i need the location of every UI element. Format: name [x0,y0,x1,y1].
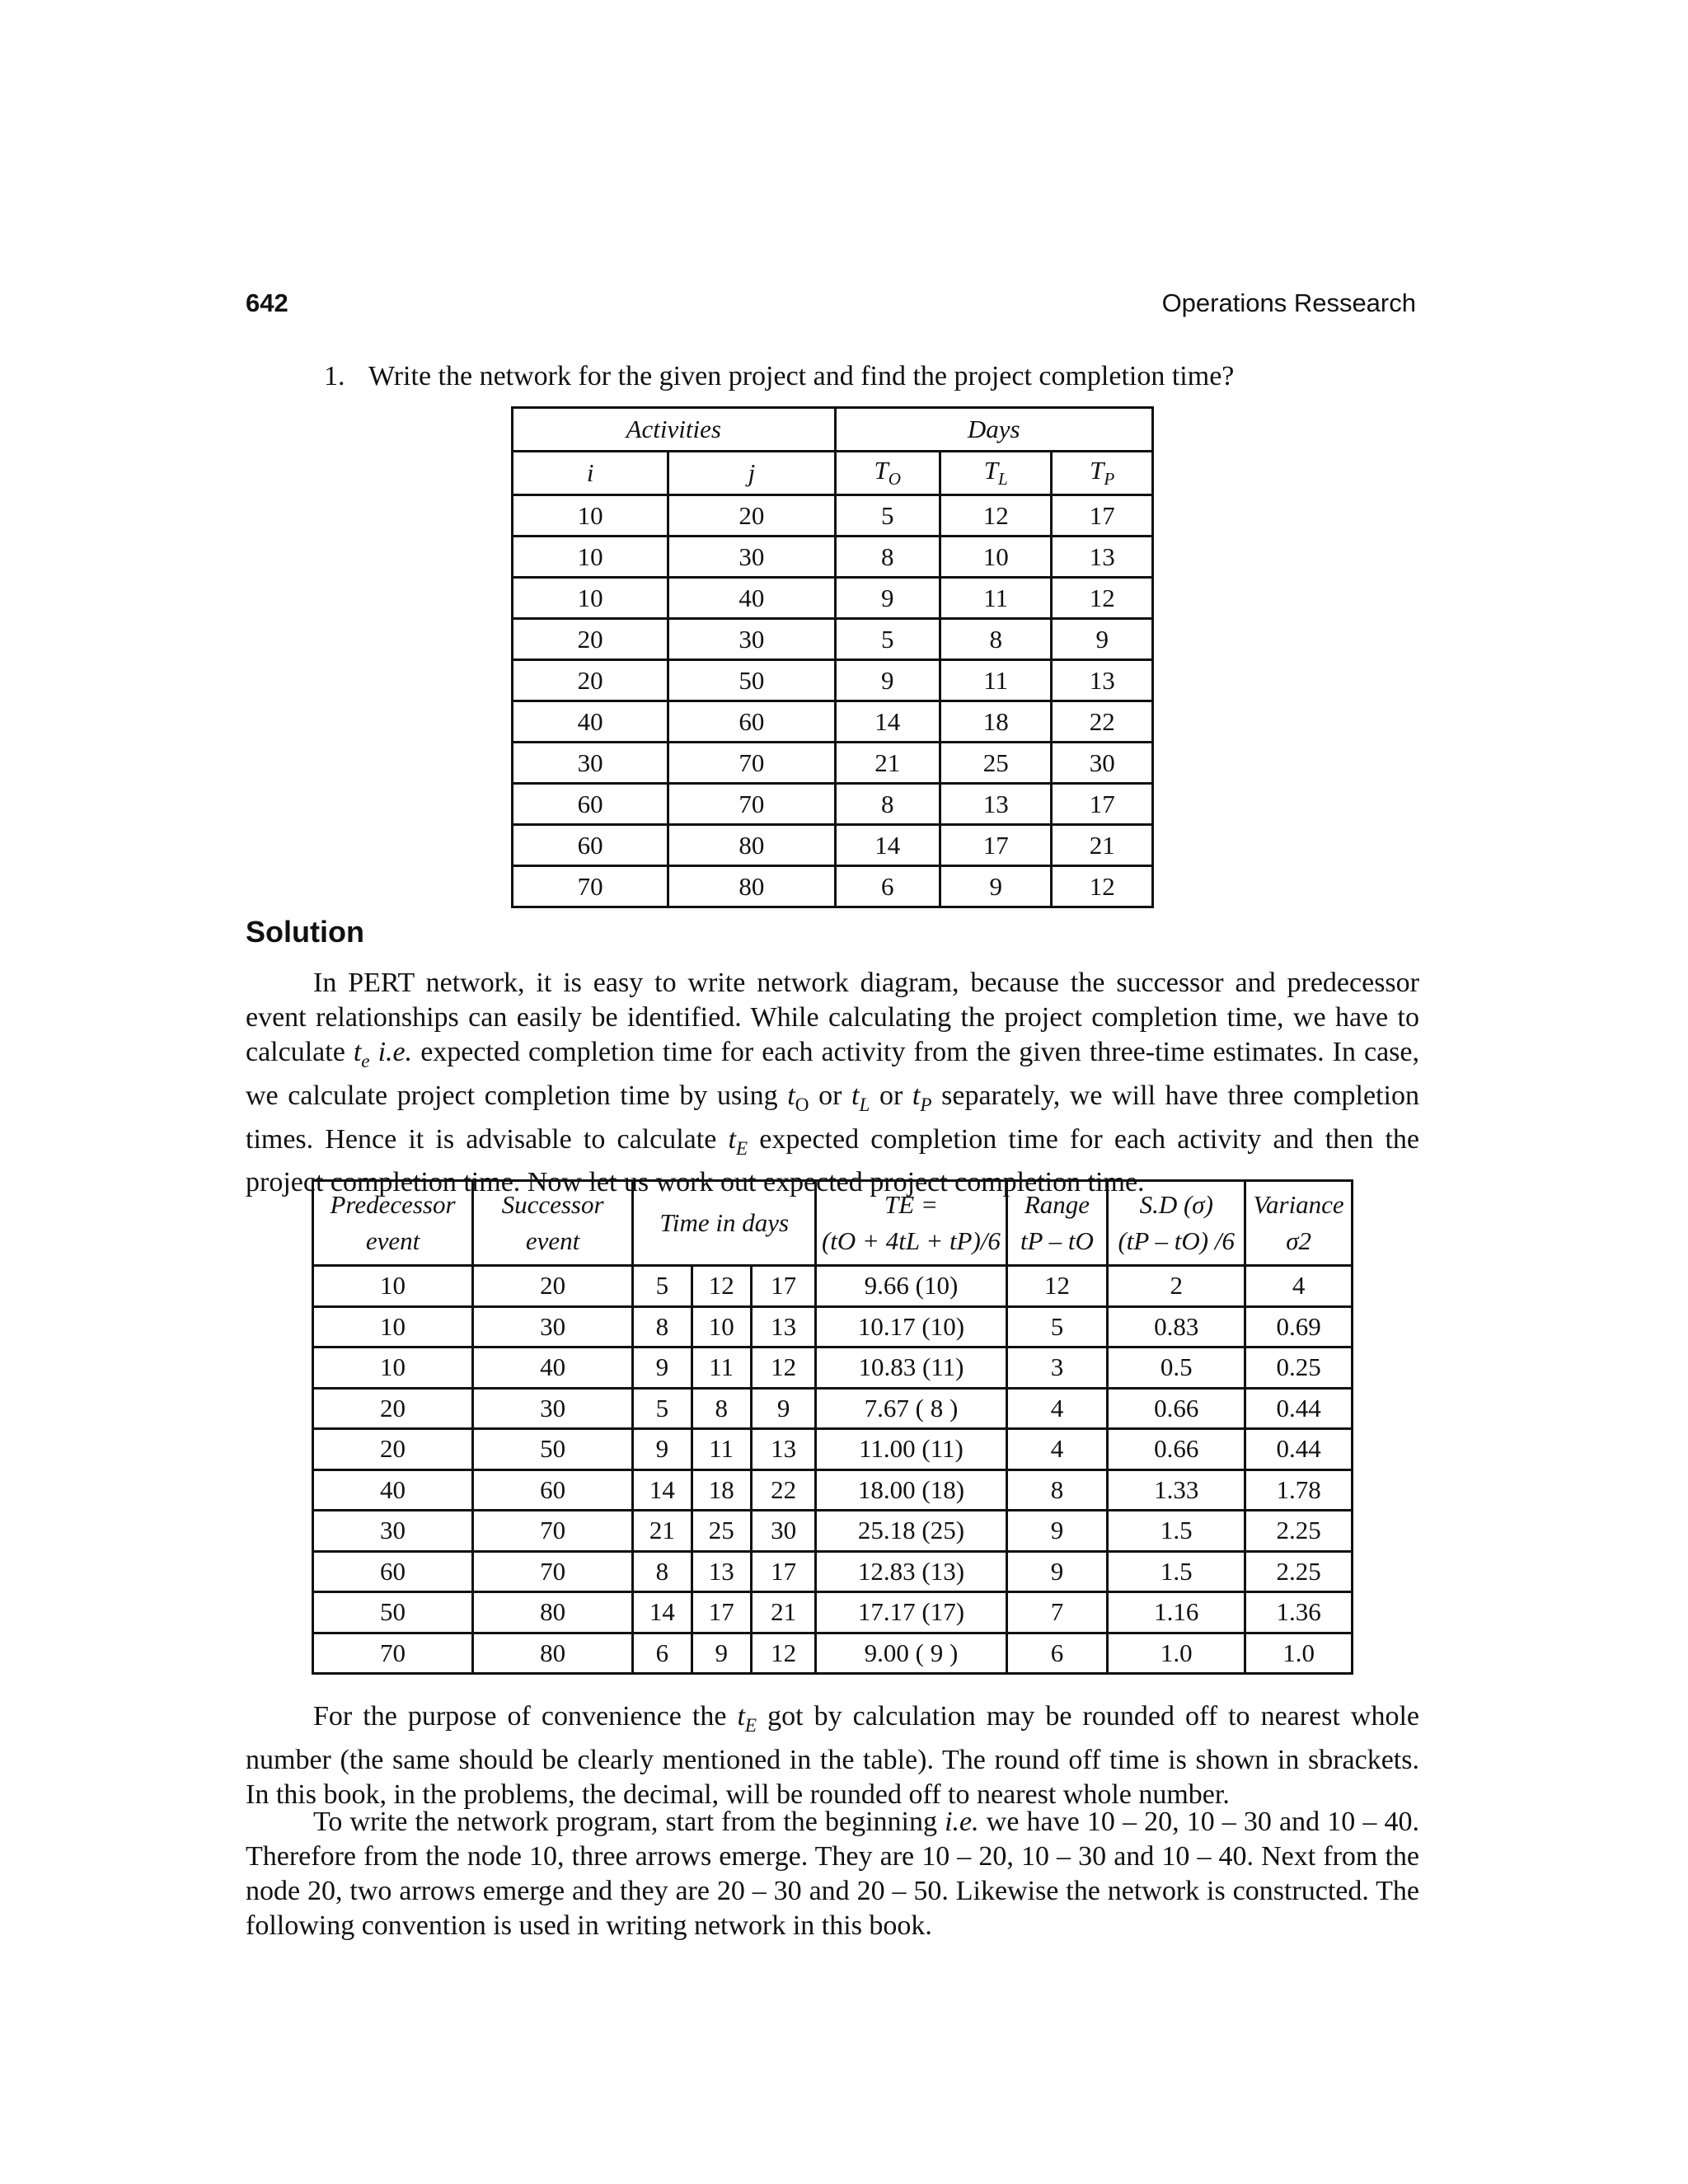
table-cell: 1.5 [1108,1511,1245,1552]
table-cell: 8 [835,784,940,825]
table-cell: 30 [473,1388,633,1429]
table-cell: 70 [473,1551,633,1592]
table-cell: 13 [940,784,1052,825]
table-cell: 9 [692,1633,751,1674]
table-cell: 40 [313,1469,473,1511]
table-cell: 5 [835,619,940,660]
table-cell: 30 [313,1511,473,1552]
table-cell: 9 [751,1388,815,1429]
table-cell: 7.67 ( 8 ) [816,1388,1006,1429]
table-cell: 1.0 [1108,1633,1245,1674]
table-cell: 60 [513,784,668,825]
table-row [313,1633,1353,1674]
col-j-header: j [668,452,835,495]
table-cell: 30 [1052,743,1153,784]
table-cell: 10 [513,495,668,537]
table-cell: 12 [751,1347,815,1389]
table-row [513,495,1153,537]
table-cell: 70 [513,866,668,907]
table-cell: 9 [1006,1511,1108,1552]
table-cell: 12.83 (13) [816,1551,1006,1592]
table-cell: 70 [313,1633,473,1674]
table-cell: 18 [692,1469,751,1511]
table-cell: 0.5 [1108,1347,1245,1389]
table-cell: 5 [633,1266,692,1307]
table-cell: 80 [668,825,835,866]
range-header: Range tP – tO [1006,1181,1108,1266]
table-cell: 1.5 [1108,1551,1245,1592]
table-row [513,537,1153,578]
table-cell: 30 [668,619,835,660]
table-cell: 50 [313,1592,473,1633]
table-row [513,866,1153,907]
table-cell: 12 [940,495,1052,537]
table-cell: 21 [835,743,940,784]
table-cell: 10 [692,1306,751,1347]
table-cell: 7 [1006,1592,1108,1633]
table-cell: 17.17 (17) [816,1592,1006,1633]
table-row [313,1429,1353,1470]
table-cell: 21 [1052,825,1153,866]
table-cell: 17 [1052,495,1153,537]
table-cell: 18 [940,701,1052,743]
col-tp-header: $T_P$ [1052,452,1153,495]
table-cell: 13 [751,1306,815,1347]
table-cell: 25 [692,1511,751,1552]
table-cell: 9.66 (10) [816,1266,1006,1307]
table-cell: 60 [473,1469,633,1511]
table-cell: 10.83 (11) [816,1347,1006,1389]
table-cell: 40 [513,701,668,743]
expected-time-table [312,1179,1353,1675]
table-cell: 8 [940,619,1052,660]
table-cell: 17 [1052,784,1153,825]
table-cell: 0.44 [1245,1429,1353,1470]
table-cell: 40 [473,1347,633,1389]
table-cell: 2.25 [1245,1511,1353,1552]
table-cell: 30 [513,743,668,784]
table-cell: 14 [633,1469,692,1511]
table-cell: 18.00 (18) [816,1469,1006,1511]
table-row [313,1306,1353,1347]
question-number: 1. [324,361,345,391]
table-cell: 0.66 [1108,1429,1245,1470]
table-cell: 80 [473,1633,633,1674]
table-cell: 12 [692,1266,751,1307]
table-cell: 0.44 [1245,1388,1353,1429]
table-row [513,701,1153,743]
days-header: Days [835,408,1153,452]
te-header: TE = (tO + 4tL + tP)/6 [816,1181,1006,1266]
table-cell: 2.25 [1245,1551,1353,1592]
table-cell: 4 [1006,1429,1108,1470]
table-cell: 12 [751,1633,815,1674]
table-cell: 21 [751,1592,815,1633]
table-cell: 11 [940,578,1052,619]
table-cell: 20 [668,495,835,537]
table-cell: 17 [692,1592,751,1633]
question-text: Write the network for the given project and find the project completion time? [368,361,1235,391]
table-cell: 12 [1052,578,1153,619]
col-tl-header: $T_L$ [940,452,1052,495]
table-cell: 11 [692,1429,751,1470]
table-cell: 22 [751,1469,815,1511]
activity-estimates-table [511,406,1154,908]
table-cell: 9.00 ( 9 ) [816,1633,1006,1674]
table-cell: 10 [313,1266,473,1307]
table-cell: 0.66 [1108,1388,1245,1429]
table-cell: 30 [668,537,835,578]
table-cell: 30 [751,1511,815,1552]
table-cell: 9 [633,1429,692,1470]
table-cell: 25 [940,743,1052,784]
table-cell: 10 [940,537,1052,578]
table-cell: 6 [633,1633,692,1674]
table-cell: 4 [1245,1266,1353,1307]
table-cell: 1.0 [1245,1633,1353,1674]
solution-paragraph-1: In PERT network, it is easy to write network diagram, because the successor and predecessor event relationships can easily be identified. While calculating the project completion time, we have to calculate $t_e$ i.e. expected completion time for each activity from the given three-time estimates. In case, we calculate project completion time by using $t_O$ or $t_L$ or $t_P$ separately, we will have three completion times. Hence it is advisable to calculate $t_E$ expected completion time for each activity and then the project completion time. Now let us work out expected project completion time. [246,968,1420,1198]
table-cell: 17 [751,1551,815,1592]
solution-paragraph-2: For the purpose of convenience the $t_E$ got by calculation may be rounded off to nearest whole number (the same should be clearly mentioned in the table). The round off time is shown in sbrackets. In this book, in the problems, the decimal, will be rounded off to nearest whole number. [246,1701,1419,1810]
table-cell: 50 [473,1429,633,1470]
activities-header: Activities [513,408,836,452]
table-row [313,1469,1353,1511]
table-cell: 20 [513,660,668,701]
table-cell: 9 [633,1347,692,1389]
table-cell: 8 [835,537,940,578]
table-cell: 80 [668,866,835,907]
table-cell: 5 [835,495,940,537]
table-cell: 80 [473,1592,633,1633]
table-cell: 14 [835,701,940,743]
table-cell: 8 [692,1388,751,1429]
table-cell: 20 [313,1388,473,1429]
table-cell: 12 [1052,866,1153,907]
table-cell: 10 [313,1306,473,1347]
table-cell: 0.83 [1108,1306,1245,1347]
page-number: 642 [246,288,288,317]
table-row [313,1347,1353,1389]
table-cell: 9 [1052,619,1153,660]
table-cell: 5 [1006,1306,1108,1347]
table-cell: 11 [940,660,1052,701]
table-cell: 13 [692,1551,751,1592]
table-cell: 20 [313,1429,473,1470]
table-cell: 60 [313,1551,473,1592]
table-cell: 9 [1006,1551,1108,1592]
table-cell: 70 [473,1511,633,1552]
table-cell: 1.78 [1245,1469,1353,1511]
table-cell: 20 [513,619,668,660]
expected-time-body [313,1266,1353,1674]
table-cell: 25.18 (25) [816,1511,1006,1552]
table-cell: 6 [835,866,940,907]
table-cell: 17 [940,825,1052,866]
table-cell: 20 [473,1266,633,1307]
predecessor-header: Predecessor event [313,1181,473,1266]
table-cell: 21 [633,1511,692,1552]
table-cell: 4 [1006,1388,1108,1429]
table-cell: 70 [668,743,835,784]
table-cell: 8 [633,1551,692,1592]
table-cell: 2 [1108,1266,1245,1307]
table-cell: 14 [633,1592,692,1633]
table-cell: 8 [633,1306,692,1347]
table-cell: 60 [668,701,835,743]
table-cell: 13 [1052,537,1153,578]
solution-paragraph-3: To write the network program, start from the beginning i.e. we have 10 – 20, 10 – 30 and 10 – 40. Therefore from the node 10, three arrows emerge. They are 10 – 20, 10 – 30 and 10 – 40. Next from the node 20, two arrows emerge and they are 20 – 30 and 20 – 50. Likewise the network is constructed. The following convention is used in writing network in this book. [246,1807,1419,1941]
table-cell: 70 [668,784,835,825]
variance-header: Variance σ2 [1245,1181,1353,1266]
table-row [313,1511,1353,1552]
table-cell: 3 [1006,1347,1108,1389]
table-cell: 10 [513,578,668,619]
table-cell: 9 [835,578,940,619]
solution-heading: Solution [246,915,364,949]
table-row [513,619,1153,660]
successor-header: Successor event [473,1181,633,1266]
table-cell: 8 [1006,1469,1108,1511]
table-cell: 6 [1006,1633,1108,1674]
table-cell: 12 [1006,1266,1108,1307]
table-row [513,660,1153,701]
table-row [313,1551,1353,1592]
table-cell: 0.25 [1245,1347,1353,1389]
table-row [513,825,1153,866]
col-to-header: $T_O$ [835,452,940,495]
table-cell: 1.36 [1245,1592,1353,1633]
table-cell: 10 [313,1347,473,1389]
table-row [313,1592,1353,1633]
table-cell: 1.16 [1108,1592,1245,1633]
table-row [513,743,1153,784]
time-in-days-header: Time in days [633,1181,816,1266]
table-cell: 40 [668,578,835,619]
running-head: Operations Ressearch [1161,288,1416,317]
table-cell: 30 [473,1306,633,1347]
table-cell: 9 [835,660,940,701]
table-cell: 50 [668,660,835,701]
table-cell: 1.33 [1108,1469,1245,1511]
table-cell: 10.17 (10) [816,1306,1006,1347]
col-i-header: i [513,452,668,495]
table-cell: 5 [633,1388,692,1429]
table-cell: 13 [751,1429,815,1470]
table-cell: 17 [751,1266,815,1307]
table-cell: 22 [1052,701,1153,743]
table-row [513,578,1153,619]
table-cell: 9 [940,866,1052,907]
sd-header: S.D (σ) (tP – tO) /6 [1108,1181,1245,1266]
question [324,361,1234,392]
table-cell: 0.69 [1245,1306,1353,1347]
table-row [313,1388,1353,1429]
table-cell: 10 [513,537,668,578]
table-cell: 60 [513,825,668,866]
table-cell: 13 [1052,660,1153,701]
table-cell: 14 [835,825,940,866]
activity-estimates-body [513,495,1153,907]
table-cell: 11 [692,1347,751,1389]
table-cell: 11.00 (11) [816,1429,1006,1470]
table-row [313,1266,1353,1307]
table-row [513,784,1153,825]
